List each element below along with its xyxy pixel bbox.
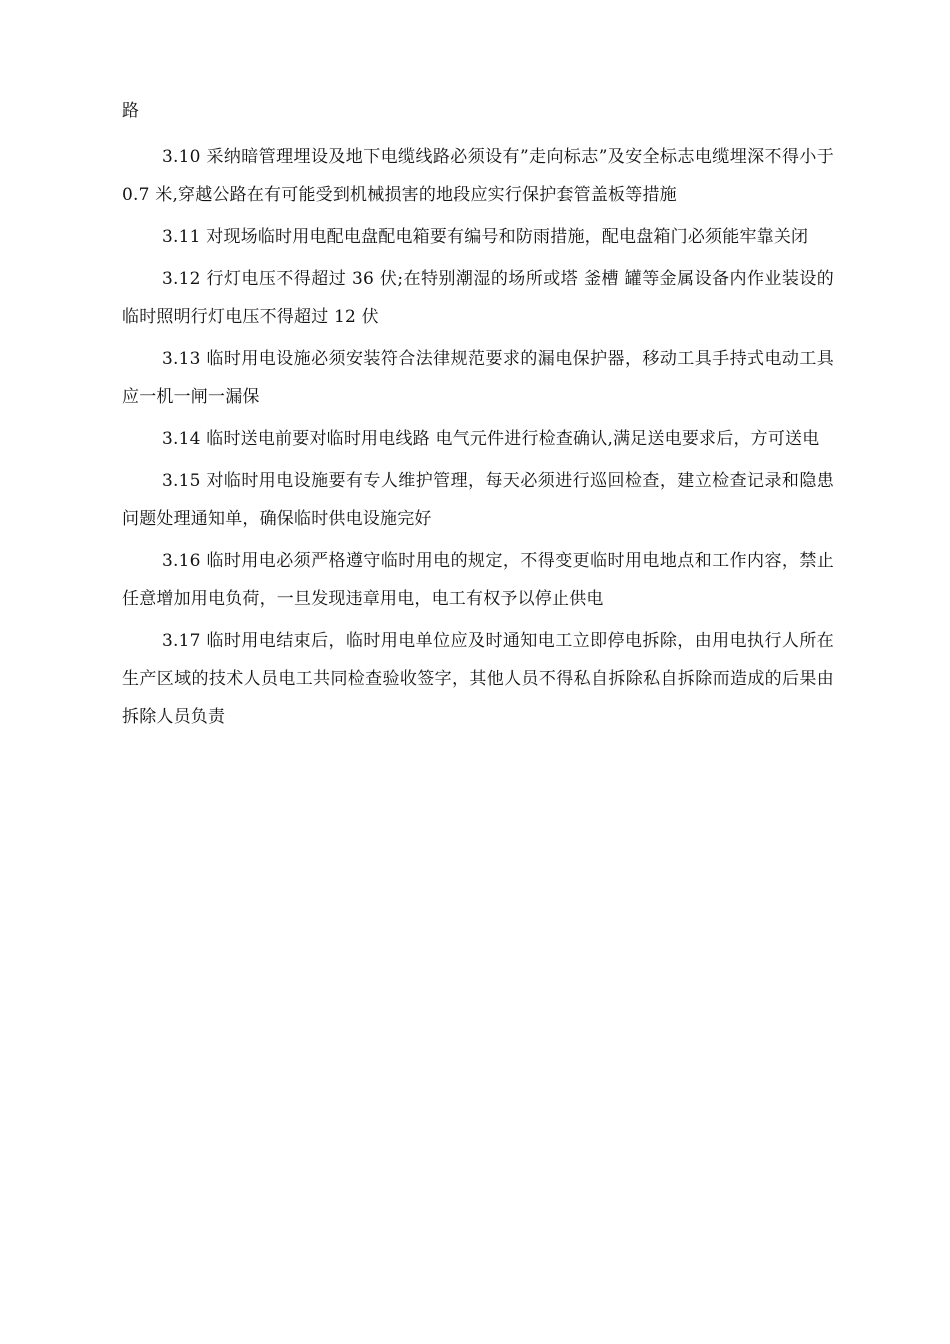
paragraph-3-14: 3.14 临时送电前要对临时用电线路 电气元件进行检查确认,满足送电要求后，方可送电 [162,429,820,449]
paragraph-3-17: 3.17 临时用电结束后，临时用电单位应及时通知电工立即停电拆除，由用电执行人所在生产区域的技术人员电工共同检查验收签字，其他人员不得私自拆除私自拆除而造成的后果由拆除人员负责 [122,631,834,727]
paragraph-3-16: 3.16 临时用电必须严格遵守临时用电的规定，不得变更临时用电地点和工作内容，禁止任意增加用电负荷，一旦发现违章用电，电工有权予以停止供电 [122,551,834,609]
paragraph-3-12: 3.12 行灯电压不得超过 36 伏;在特别潮湿的场所或塔 釜槽 罐等金属设备内作业装设的临时照明行灯电压不得超过 12 伏 [122,269,834,327]
document-body [122,92,834,740]
paragraph-continuation: 路 [122,101,140,121]
paragraph-3-13: 3.13 临时用电设施必须安装符合法律规范要求的漏电保护器，移动工具手持式电动工具应一机一闸一漏保 [122,349,834,407]
paragraph-3-15: 3.15 对临时用电设施要有专人维护管理，每天必须进行巡回检查，建立检查记录和隐患问题处理通知单，确保临时供电设施完好 [122,471,834,529]
paragraph-3-11: 3.11 对现场临时用电配电盘配电箱要有编号和防雨措施，配电盘箱门必须能牢靠关闭 [162,227,809,247]
paragraph-3-10: 3.10 采纳暗管理埋设及地下电缆线路必须设有”走向标志”及安全标志电缆埋深不得小于 0.7 米,穿越公路在有可能受到机械损害的地段应实行保护套管盖板等措施 [122,147,834,205]
